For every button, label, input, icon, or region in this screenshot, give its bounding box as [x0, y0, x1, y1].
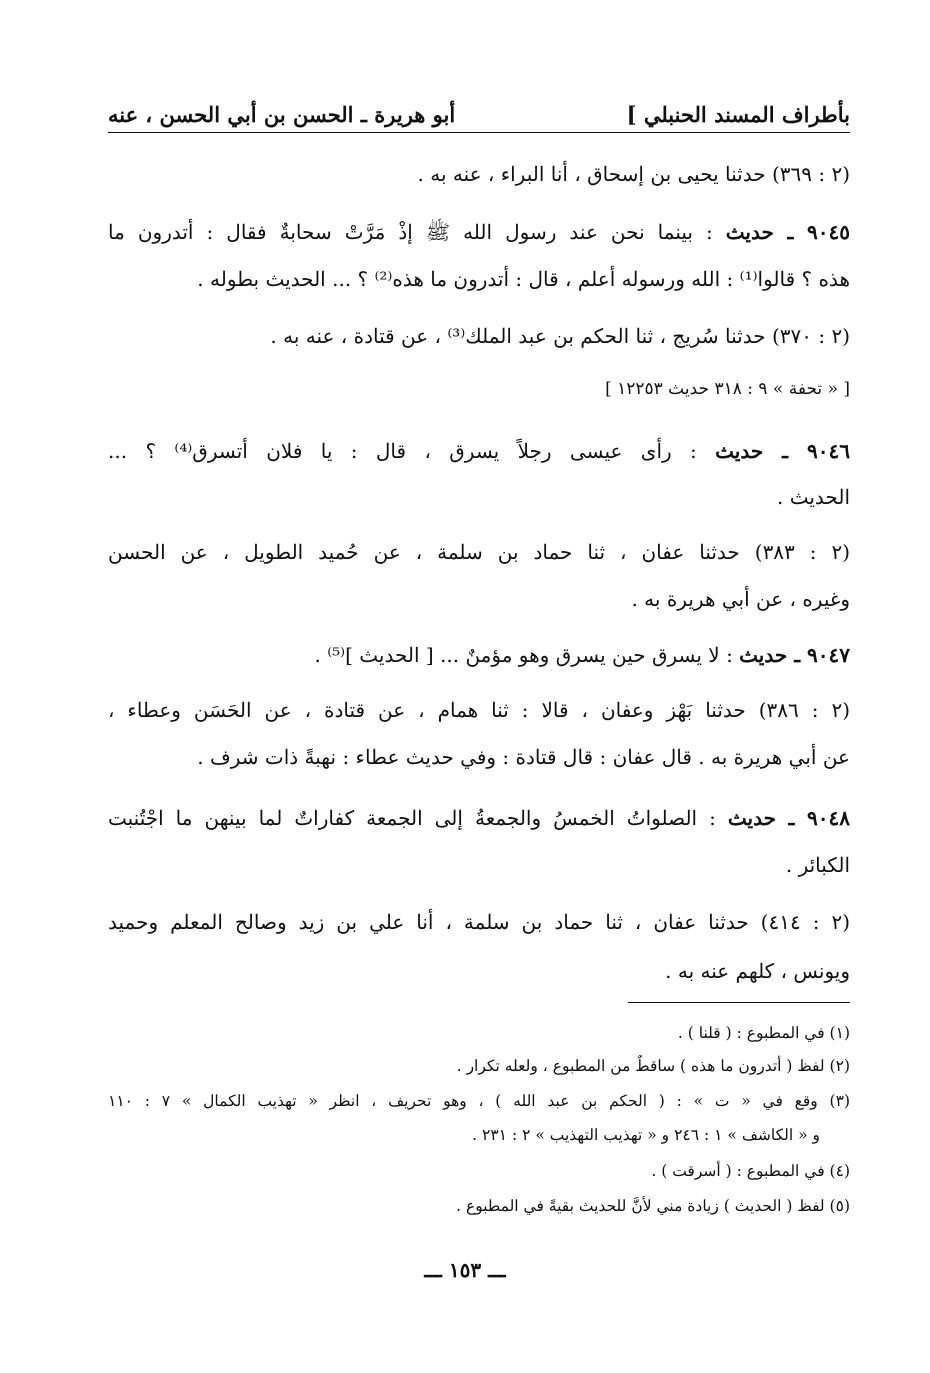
- hadith-9047: [108, 641, 850, 669]
- hadith-9046-line-2: الحديث .: [777, 485, 850, 509]
- tuhfa-reference: [ « تحفة » ٩ : ٣١٨ حديث ١٢٢٥٣ ]: [605, 379, 850, 399]
- footnote-3-line-1: (٣) وقع في « ت » : ( الحكم بن عبد الله ) ، وهو تحريف ، انظر « تهذيب الكمال » ٧ : ١١٠: [108, 1092, 850, 1110]
- footnote-1: (١) في المطبوع : ( قلنا ) .: [677, 1024, 850, 1042]
- chain-9048-line-2: ويونس ، كلهم عنه به .: [665, 959, 850, 983]
- chain-line-9044: (٢ : ٣٦٩) حدثنا يحيى بن إسحاق ، أنا البراء ، عنه به .: [417, 162, 850, 186]
- running-header: [108, 96, 850, 133]
- hadith-9045-text: : بينما نحن عند رسول الله ﷺ إذْ مَرَّتْ سحابةٌ فقال : أتدرون ما: [108, 220, 726, 244]
- chain-9046-line-2: وغيره ، عن أبي هريرة به .: [631, 587, 850, 611]
- hadith-9048-number: ٩٠٤٨ ـ حديث: [727, 806, 850, 830]
- footnote-3-line-2: و « الكاشف » ١ : ٢٤٦ و « تهذيب التهذيب » ٢ : ٢٣١ .: [472, 1126, 820, 1144]
- hadith-9045-number: ٩٠٤٥ ـ حديث: [725, 220, 850, 244]
- footnote-5: (٥) لفظ ( الحديث ) زيادة مني لأنَّ للحديث بقيةً في المطبوع .: [456, 1197, 850, 1215]
- footnote-separator: [628, 1002, 850, 1003]
- chain-9047-line-1: (٢ : ٣٨٦) حدثنا بَهْز وعفان ، قالا : ثنا همام ، عن قتادة ، عن الحَسَن وعطاء ،: [108, 698, 850, 722]
- footnote-2: (٢) لفظ ( أتدرون ما هذه ) ساقطٌ من المطبوع ، ولعله تكرار .: [456, 1057, 850, 1075]
- chain-9047-line-2: عن أبي هريرة به . قال عفان : قال قتادة : وفي حديث عطاء : نهبةً ذات شرف .: [197, 745, 850, 769]
- hadith-9048-text: : الصلواتُ الخمسُ والجمعةُ إلى الجمعة كفاراتٌ لما بينهن ما اجْتُنبت: [108, 806, 728, 830]
- header-section-title: أبو هريرة ـ الحسن بن أبي الحسن ، عنه: [108, 101, 456, 127]
- page-number: ـــ ١٥٣ ـــ: [424, 1258, 506, 1282]
- hadith-9046-number: ٩٠٤٦ ـ حديث: [715, 439, 850, 463]
- hadith-9046-line-1: [108, 437, 850, 465]
- chain-line-9045: (٢ : ٣٧٠) حدثنا سُريج ، ثنا الحكم بن عبد الملك⁽³⁾ ، عن قتادة ، عنه به .: [270, 324, 850, 348]
- hadith-9045-line-1: [108, 218, 850, 246]
- hadith-9047-number: ٩٠٤٧ ـ حديث: [739, 643, 850, 667]
- chain-9046-line-1: (٢ : ٣٨٣) حدثنا عفان ، ثنا حماد بن سلمة ، عن حُميد الطويل ، عن الحسن: [108, 540, 850, 564]
- footnote-4: (٤) في المطبوع : ( أسرقت ) .: [651, 1162, 850, 1180]
- hadith-9046-text: : رأى عيسى رجلاً يسرق ، قال : يا فلان أتسرق⁽⁴⁾ ؟ ...: [108, 439, 716, 463]
- hadith-9048-line-2: الكبائر .: [785, 853, 850, 877]
- hadith-9045-line-2: هذه ؟ قالوا⁽¹⁾ : الله ورسوله أعلم ، قال : أتدرون ما هذه⁽²⁾ ؟ ... الحديث بطوله .: [197, 267, 850, 291]
- hadith-9047-text: : لا يسرق حين يسرق وهو مؤمنٌ ... [ الحديث ]⁽⁵⁾ .: [314, 643, 740, 667]
- hadith-9048-line-1: [108, 804, 850, 832]
- chain-9048-line-1: (٢ : ٤١٤) حدثنا عفان ، ثنا حماد بن سلمة ، أنا علي بن زيد وصالح المعلم وحميد: [108, 910, 850, 934]
- header-book-title: بأطراف المسند الحنبلي ]: [626, 101, 850, 127]
